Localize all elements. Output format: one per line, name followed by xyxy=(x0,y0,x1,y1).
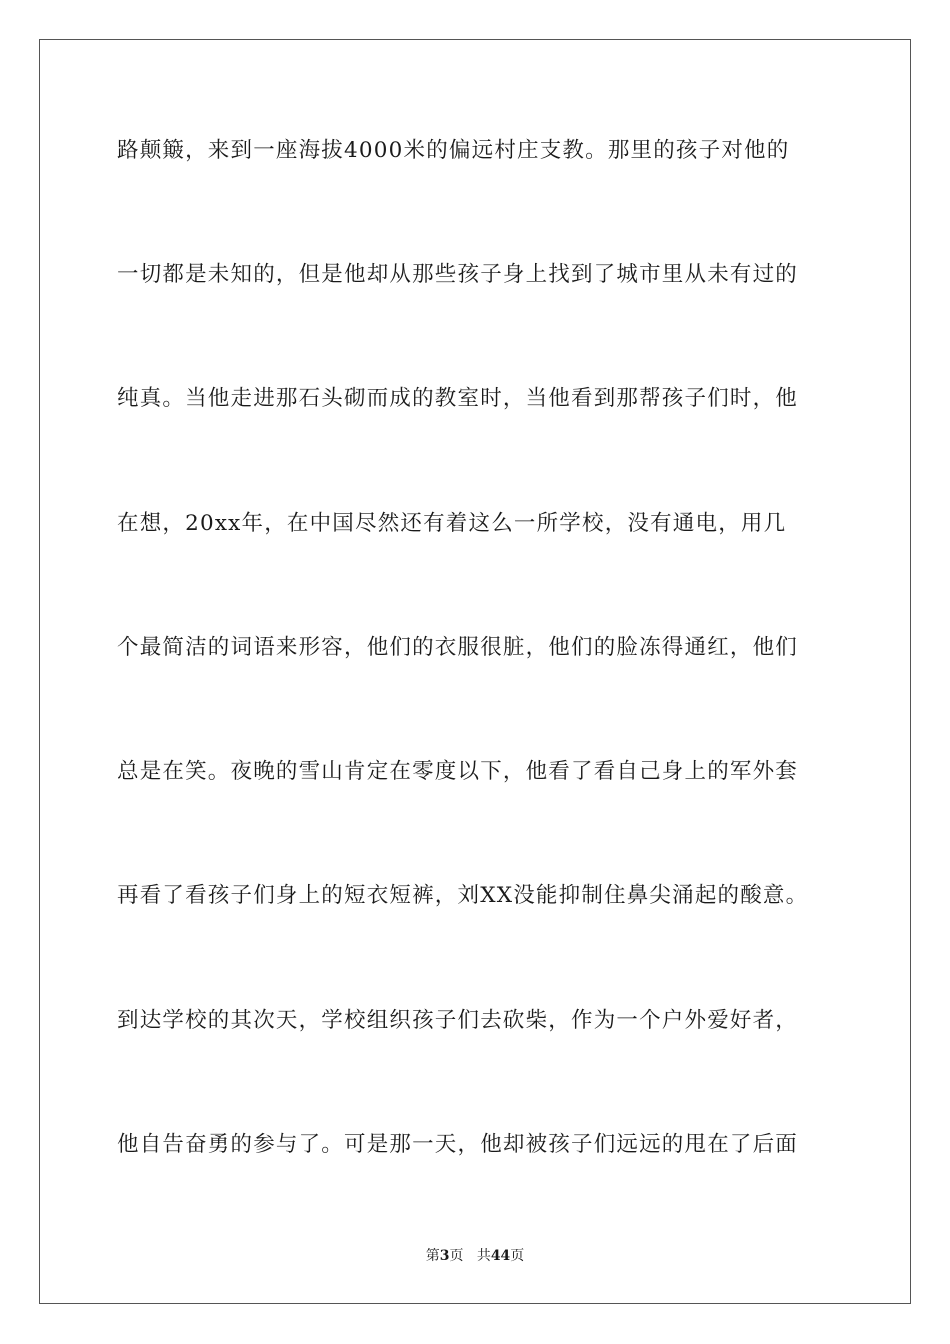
text-line-8: 到达学校的其次天，学校组织孩子们去砍柴，作为一个户外爱好者， xyxy=(117,1008,799,1033)
page-number: 3 xyxy=(439,1248,450,1264)
page-frame xyxy=(39,39,911,1304)
page-prefix: 第 xyxy=(425,1248,440,1264)
text-line-5: 个最简洁的词语来形容，他们的衣服很脏，他们的脸冻得通红，他们 xyxy=(117,635,799,660)
text-line-1: 路颠簸，来到一座海拔4000米的偏远村庄支教。那里的孩子对他的 xyxy=(117,138,790,163)
total-suffix: 页 xyxy=(510,1248,525,1264)
page-suffix: 页 xyxy=(449,1248,464,1264)
total-pages: 44 xyxy=(490,1248,511,1264)
page-footer xyxy=(0,1246,950,1266)
text-line-3: 纯真。当他走进那石头砌而成的教室时，当他看到那帮孩子们时，他 xyxy=(117,386,799,411)
text-line-7: 再看了看孩子们身上的短衣短裤，刘XX没能抑制住鼻尖涌起的酸意。 xyxy=(117,883,809,908)
text-line-4: 在想，20xx年，在中国尽然还有着这么一所学校，没有通电，用几 xyxy=(117,511,787,536)
text-line-2: 一切都是未知的，但是他却从那些孩子身上找到了城市里从未有过的 xyxy=(117,262,799,287)
total-prefix: 共 xyxy=(476,1248,491,1264)
text-line-6: 总是在笑。夜晚的雪山肯定在零度以下，他看了看自己身上的军外套 xyxy=(117,759,799,784)
text-line-9: 他自告奋勇的参与了。可是那一天，他却被孩子们远远的甩在了后面 xyxy=(117,1132,799,1157)
